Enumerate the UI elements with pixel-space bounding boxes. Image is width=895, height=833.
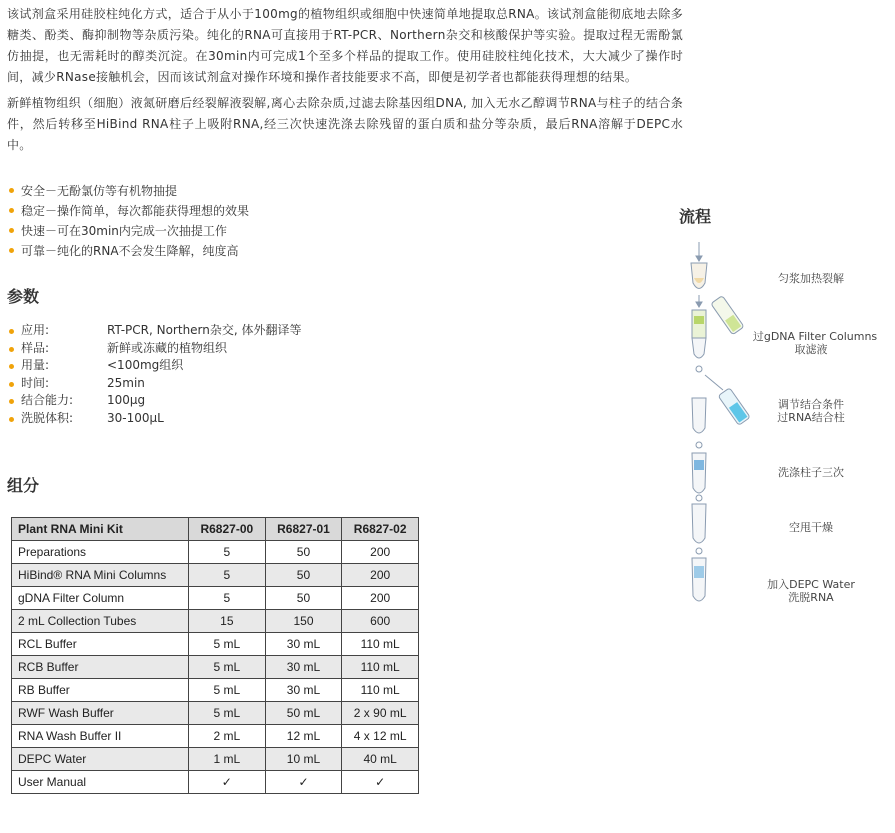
workflow-diagram: [683, 238, 753, 610]
table-cell: 5: [189, 564, 266, 587]
param-item: [7, 340, 302, 358]
table-row: [12, 587, 419, 610]
table-row: [12, 771, 419, 794]
table-cell: 50: [265, 564, 342, 587]
checkmark-icon: ✓: [342, 771, 419, 794]
tube-icon: [691, 263, 707, 289]
table-cell: 50: [265, 541, 342, 564]
table-cell: RNA Wash Buffer II: [12, 725, 189, 748]
table-cell: RWF Wash Buffer: [12, 702, 189, 725]
param-key: 应用:: [21, 323, 50, 337]
table-cell: 4 x 12 mL: [342, 725, 419, 748]
table-cell: 2 mL Collection Tubes: [12, 610, 189, 633]
table-cell: 2 mL: [189, 725, 266, 748]
table-cell: HiBind® RNA Mini Columns: [12, 564, 189, 587]
table-cell: RB Buffer: [12, 679, 189, 702]
param-item: [7, 357, 302, 375]
param-value: <100mg组织: [107, 358, 184, 372]
param-value: 新鲜或冻藏的植物组织: [107, 340, 228, 355]
param-item: [7, 375, 302, 393]
flow-step-label: 洗脱RNA: [788, 591, 834, 604]
params-list: [7, 322, 302, 427]
table-row: [12, 679, 419, 702]
param-value: 30-100μL: [107, 410, 164, 425]
table-header-cell: Plant RNA Mini Kit: [12, 518, 189, 541]
param-value: 100μg: [107, 393, 146, 407]
param-key: 时间:: [21, 375, 50, 390]
table-cell: 12 mL: [265, 725, 342, 748]
table-cell: User Manual: [12, 771, 189, 794]
flow-step-label: 过gDNA Filter Columns: [752, 330, 878, 343]
table-cell: 110 mL: [342, 679, 419, 702]
param-item: [7, 410, 302, 428]
table-cell: 5 mL: [189, 702, 266, 725]
feature-list: [7, 181, 249, 261]
table-cell: 30 mL: [265, 633, 342, 656]
table-cell: 200: [342, 541, 419, 564]
table-cell: 110 mL: [342, 656, 419, 679]
table-cell: 110 mL: [342, 633, 419, 656]
param-value: 25min: [107, 375, 145, 390]
table-row: [12, 656, 419, 679]
table-row: [12, 541, 419, 564]
wash-tube-icon: [692, 453, 706, 493]
params-heading: 参数: [7, 287, 40, 306]
table-cell: 50: [265, 587, 342, 610]
table-header-cell: R6827-02: [342, 518, 419, 541]
table-cell: 30 mL: [265, 679, 342, 702]
table-row: [12, 748, 419, 771]
feature-item: 可靠－纯化的RNA不会发生降解，纯度高: [7, 241, 249, 261]
feature-item: 稳定－操作简单，每次都能获得理想的效果: [7, 201, 249, 221]
param-key: 结合能力:: [21, 393, 74, 407]
table-cell: 600: [342, 610, 419, 633]
checkmark-icon: ✓: [189, 771, 266, 794]
table-cell: RCB Buffer: [12, 656, 189, 679]
flow-step-label: 洗涤柱子三次: [778, 466, 844, 479]
table-cell: 200: [342, 564, 419, 587]
table-header-cell: R6827-00: [189, 518, 266, 541]
elute-tube-icon: [692, 558, 706, 601]
flow-step-label: 过RNA结合柱: [777, 411, 845, 424]
table-header-cell: R6827-01: [265, 518, 342, 541]
feature-item: 安全－无酚氯仿等有机物抽提: [7, 181, 249, 201]
components-heading: 组分: [7, 476, 40, 495]
table-cell: 5 mL: [189, 633, 266, 656]
dry-tube-icon: [692, 504, 706, 543]
table-cell: 15: [189, 610, 266, 633]
table-cell: Preparations: [12, 541, 189, 564]
table-cell: gDNA Filter Column: [12, 587, 189, 610]
table-cell: 50 mL: [265, 702, 342, 725]
param-key: 洗脱体积:: [21, 410, 74, 425]
table-row: [12, 633, 419, 656]
table-cell: 5 mL: [189, 656, 266, 679]
param-key: 用量:: [21, 358, 50, 372]
table-header-row: [12, 518, 419, 541]
table-cell: 150: [265, 610, 342, 633]
rna-column-icon: [692, 398, 706, 433]
table-cell: 2 x 90 mL: [342, 702, 419, 725]
param-key: 样品:: [21, 340, 50, 355]
intro-section: [7, 4, 683, 161]
checkmark-icon: ✓: [265, 771, 342, 794]
table-cell: DEPC Water: [12, 748, 189, 771]
table-row: [12, 564, 419, 587]
flow-step-label: 取滤液: [794, 343, 828, 356]
table-row: [12, 725, 419, 748]
table-cell: 10 mL: [265, 748, 342, 771]
param-item: [7, 322, 302, 340]
arrow-head-icon: [696, 256, 702, 261]
table-cell: 40 mL: [342, 748, 419, 771]
param-item: [7, 392, 302, 410]
flow-step-label: 加入DEPC Water: [767, 578, 855, 591]
intro-paragraph-1: 该试剂盒采用硅胶柱纯化方式，适合于从小于100mg的植物组织或细胞中快速简单地提取总RNA。该试剂盒能彻底地去除多糖类、酚类、酶抑制物等杂质污染。纯化的RNA可直接用于RT-PCR、Northern杂交和核酸保护等实验。提取过程无需酚氯仿抽提，也无需耗时的醇类沉淀。在30min内可完成1个至多个样品的提取工作。使用硅胶柱纯化技术，大大减少了操作时间，减少RNase接触机会，因而该试剂盒对操作环境和操作者技能要求不高，即便是初学者也都能获得理想的结果。: [7, 7, 683, 84]
param-value: RT-PCR, Northern杂交, 体外翻译等: [107, 323, 302, 337]
flow-heading: 流程: [679, 207, 712, 226]
feature-item: 快速－可在30min内完成一次抽提工作: [7, 221, 249, 241]
table-cell: 5 mL: [189, 679, 266, 702]
table-row: [12, 702, 419, 725]
intro-paragraph-2: 新鲜植物组织（细胞）液氮研磨后经裂解液裂解,离心去除杂质,过滤去除基因组DNA, 加入无水乙醇调节RNA与柱子的结合条件，然后转移至HiBind RNA柱子上吸附RNA,经三次快速洗涤去除残留的蛋白质和盐分等杂质，最后RNA溶解于DEPC水中。: [7, 96, 683, 152]
table-cell: 5: [189, 587, 266, 610]
table-row: [12, 610, 419, 633]
flow-step-label: 调节结合条件: [778, 398, 844, 411]
table-cell: 5: [189, 541, 266, 564]
flow-step-label: 匀浆加热裂解: [778, 272, 844, 285]
table-cell: 1 mL: [189, 748, 266, 771]
table-cell: RCL Buffer: [12, 633, 189, 656]
flow-step-label: 空甩干燥: [789, 521, 833, 534]
table-cell: 200: [342, 587, 419, 610]
table-cell: 30 mL: [265, 656, 342, 679]
kit-components-table: [11, 517, 419, 794]
